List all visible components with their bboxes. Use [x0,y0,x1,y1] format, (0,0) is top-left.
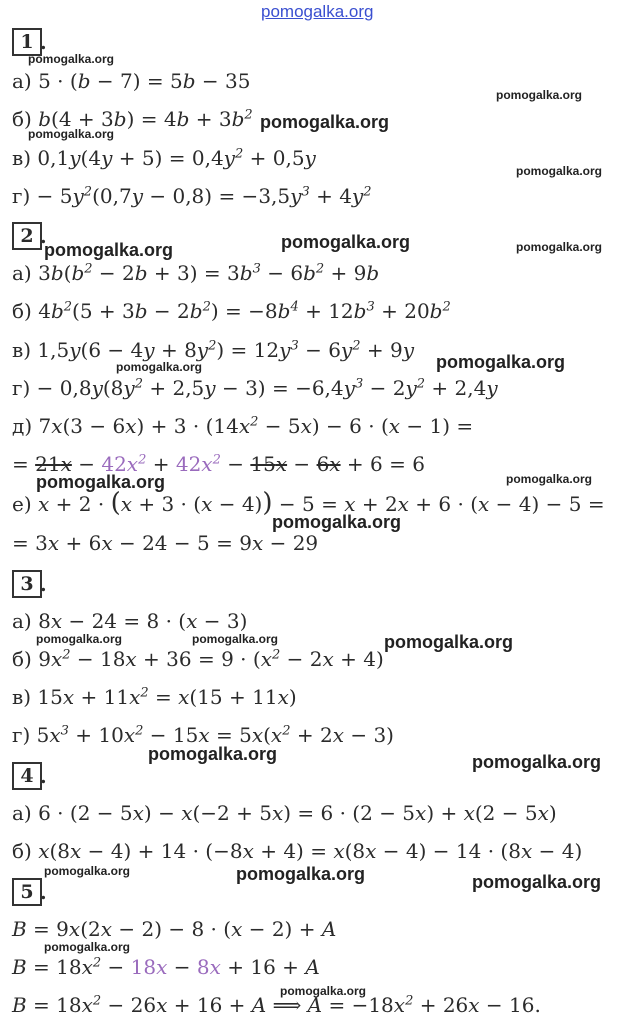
section-number-2: 2 [12,222,42,250]
section-dot: . [40,574,47,596]
watermark-small: pomogalka.org [28,52,115,66]
equation-3v: в) $15x + 11x^2 = x(15 + 11x)$ [12,685,297,709]
watermark-small: pomogalka.org [516,164,603,178]
watermark-small: pomogalka.org [506,472,593,486]
watermark-large: pomogalka.org [36,472,166,492]
section-number-4: 4 [12,762,42,790]
watermark-small: pomogalka.org [44,940,131,954]
watermark-small: pomogalka.org [36,632,123,646]
equation-3a: а) 8x − 24 = 8 · (x − 3) [12,609,248,633]
section-number-3: 3 [12,570,42,598]
equation-3b: б) $9x^2 - 18x + 36 = 9 \cdot (x^2 - 2x + 4)$ [12,647,384,671]
equation-2e: е) x + 2 · (x + 3 · (x − 4)) − 5 = x + 2x + 6 · (x − 4) − 5 = [12,488,605,518]
equation-1a: а) 5 · (b − 7) = 5b − 35 [12,69,251,93]
equation-1b: б) $b(4 + 3b) = 4b + 3b^2$ [12,107,253,131]
equation-4b: б) x(8x − 4) + 14 · (−8x + 4) = x(8x − 4) − 14 · (8x − 4) [12,839,583,863]
watermark-large: pomogalka.org [260,112,390,132]
section-dot: . [40,766,47,788]
equation-2g: $г) - 0,8y(8y^2 + 2,5y - 3) = -6,4y^3 - 2y^2 + 2,4y$ [12,376,498,400]
equation-2b: б) $4b^2(5 + 3b - 2b^2) = -8b^4 + 12b^3 + 20b^2$ [12,299,451,323]
equation-2d: д) $7x(3 - 6x) + 3 \cdot (14x^2 - 5x) - 6 \cdot (x - 1)$ = [12,414,474,438]
watermark-small: pomogalka.org [44,864,131,878]
watermark-small: pomogalka.org [192,632,279,646]
watermark-large: pomogalka.org [472,752,602,772]
watermark-large: pomogalka.org [384,632,514,652]
watermark-small: pomogalka.org [516,240,603,254]
watermark-small: pomogalka.org [28,127,115,141]
equation-5-line1: B = 9x(2x − 2) − 8 · (x − 2) + A [12,917,337,941]
watermark-large: pomogalka.org [236,864,366,884]
watermark-large: pomogalka.org [272,512,402,532]
watermark-small: pomogalka.org [496,88,583,102]
section-number-1: 1 [12,28,42,56]
equation-4a: а) 6 · (2 − 5x) − x(−2 + 5x) = 6 · (2 − 5x) + x(2 − 5x) [12,801,557,825]
equation-5-line2: $B = 18x^2 - 18x - 8x + 16 + A$ [12,955,320,979]
watermark-large: pomogalka.org [44,240,174,260]
watermark-small: pomogalka.org [116,360,203,374]
equation-5-line3: $B = 18x^2 - 26x + 16 + A$ ⟹ $A = -18x^2 + 26x - 16$. [12,993,541,1017]
watermark-large: pomogalka.org [281,232,411,252]
watermark-small: pomogalka.org [280,984,367,998]
section-dot: . [40,32,47,54]
section-dot: . [40,226,47,248]
section-dot: . [40,882,47,904]
equation-2a: а) $3b(b^2 - 2b + 3) = 3b^3 - 6b^2 + 9b$ [12,261,380,285]
equation-1v: в) $0,1y(4y + 5) = 0,4y^2 + 0,5y$ [12,146,316,170]
watermark-large: pomogalka.org [148,744,278,764]
equation-2v: в) $1,5y(6 - 4y + 8y^2) = 12y^3 - 6y^2 + 9y$ [12,338,415,362]
watermark-large: pomogalka.org [472,872,602,892]
equation-2d-cont: = $21x - 42x^2 + 42x^2 - 15x - 6x + 6 = 6$ [12,452,425,476]
equation-3g: г) $5x^3 + 10x^2 - 15x = 5x(x^2 + 2x - 3)$ [12,723,394,747]
section-number-5: 5 [12,878,42,906]
site-link[interactable]: pomogalka.org [261,2,374,21]
equation-1g: $г) - 5y^2(0,7y - 0,8) = -3,5y^3 + 4y^2$ [12,184,372,208]
watermark-large: pomogalka.org [436,352,566,372]
equation-2e-cont: = 3x + 6x − 24 − 5 = 9x − 29 [12,531,319,555]
